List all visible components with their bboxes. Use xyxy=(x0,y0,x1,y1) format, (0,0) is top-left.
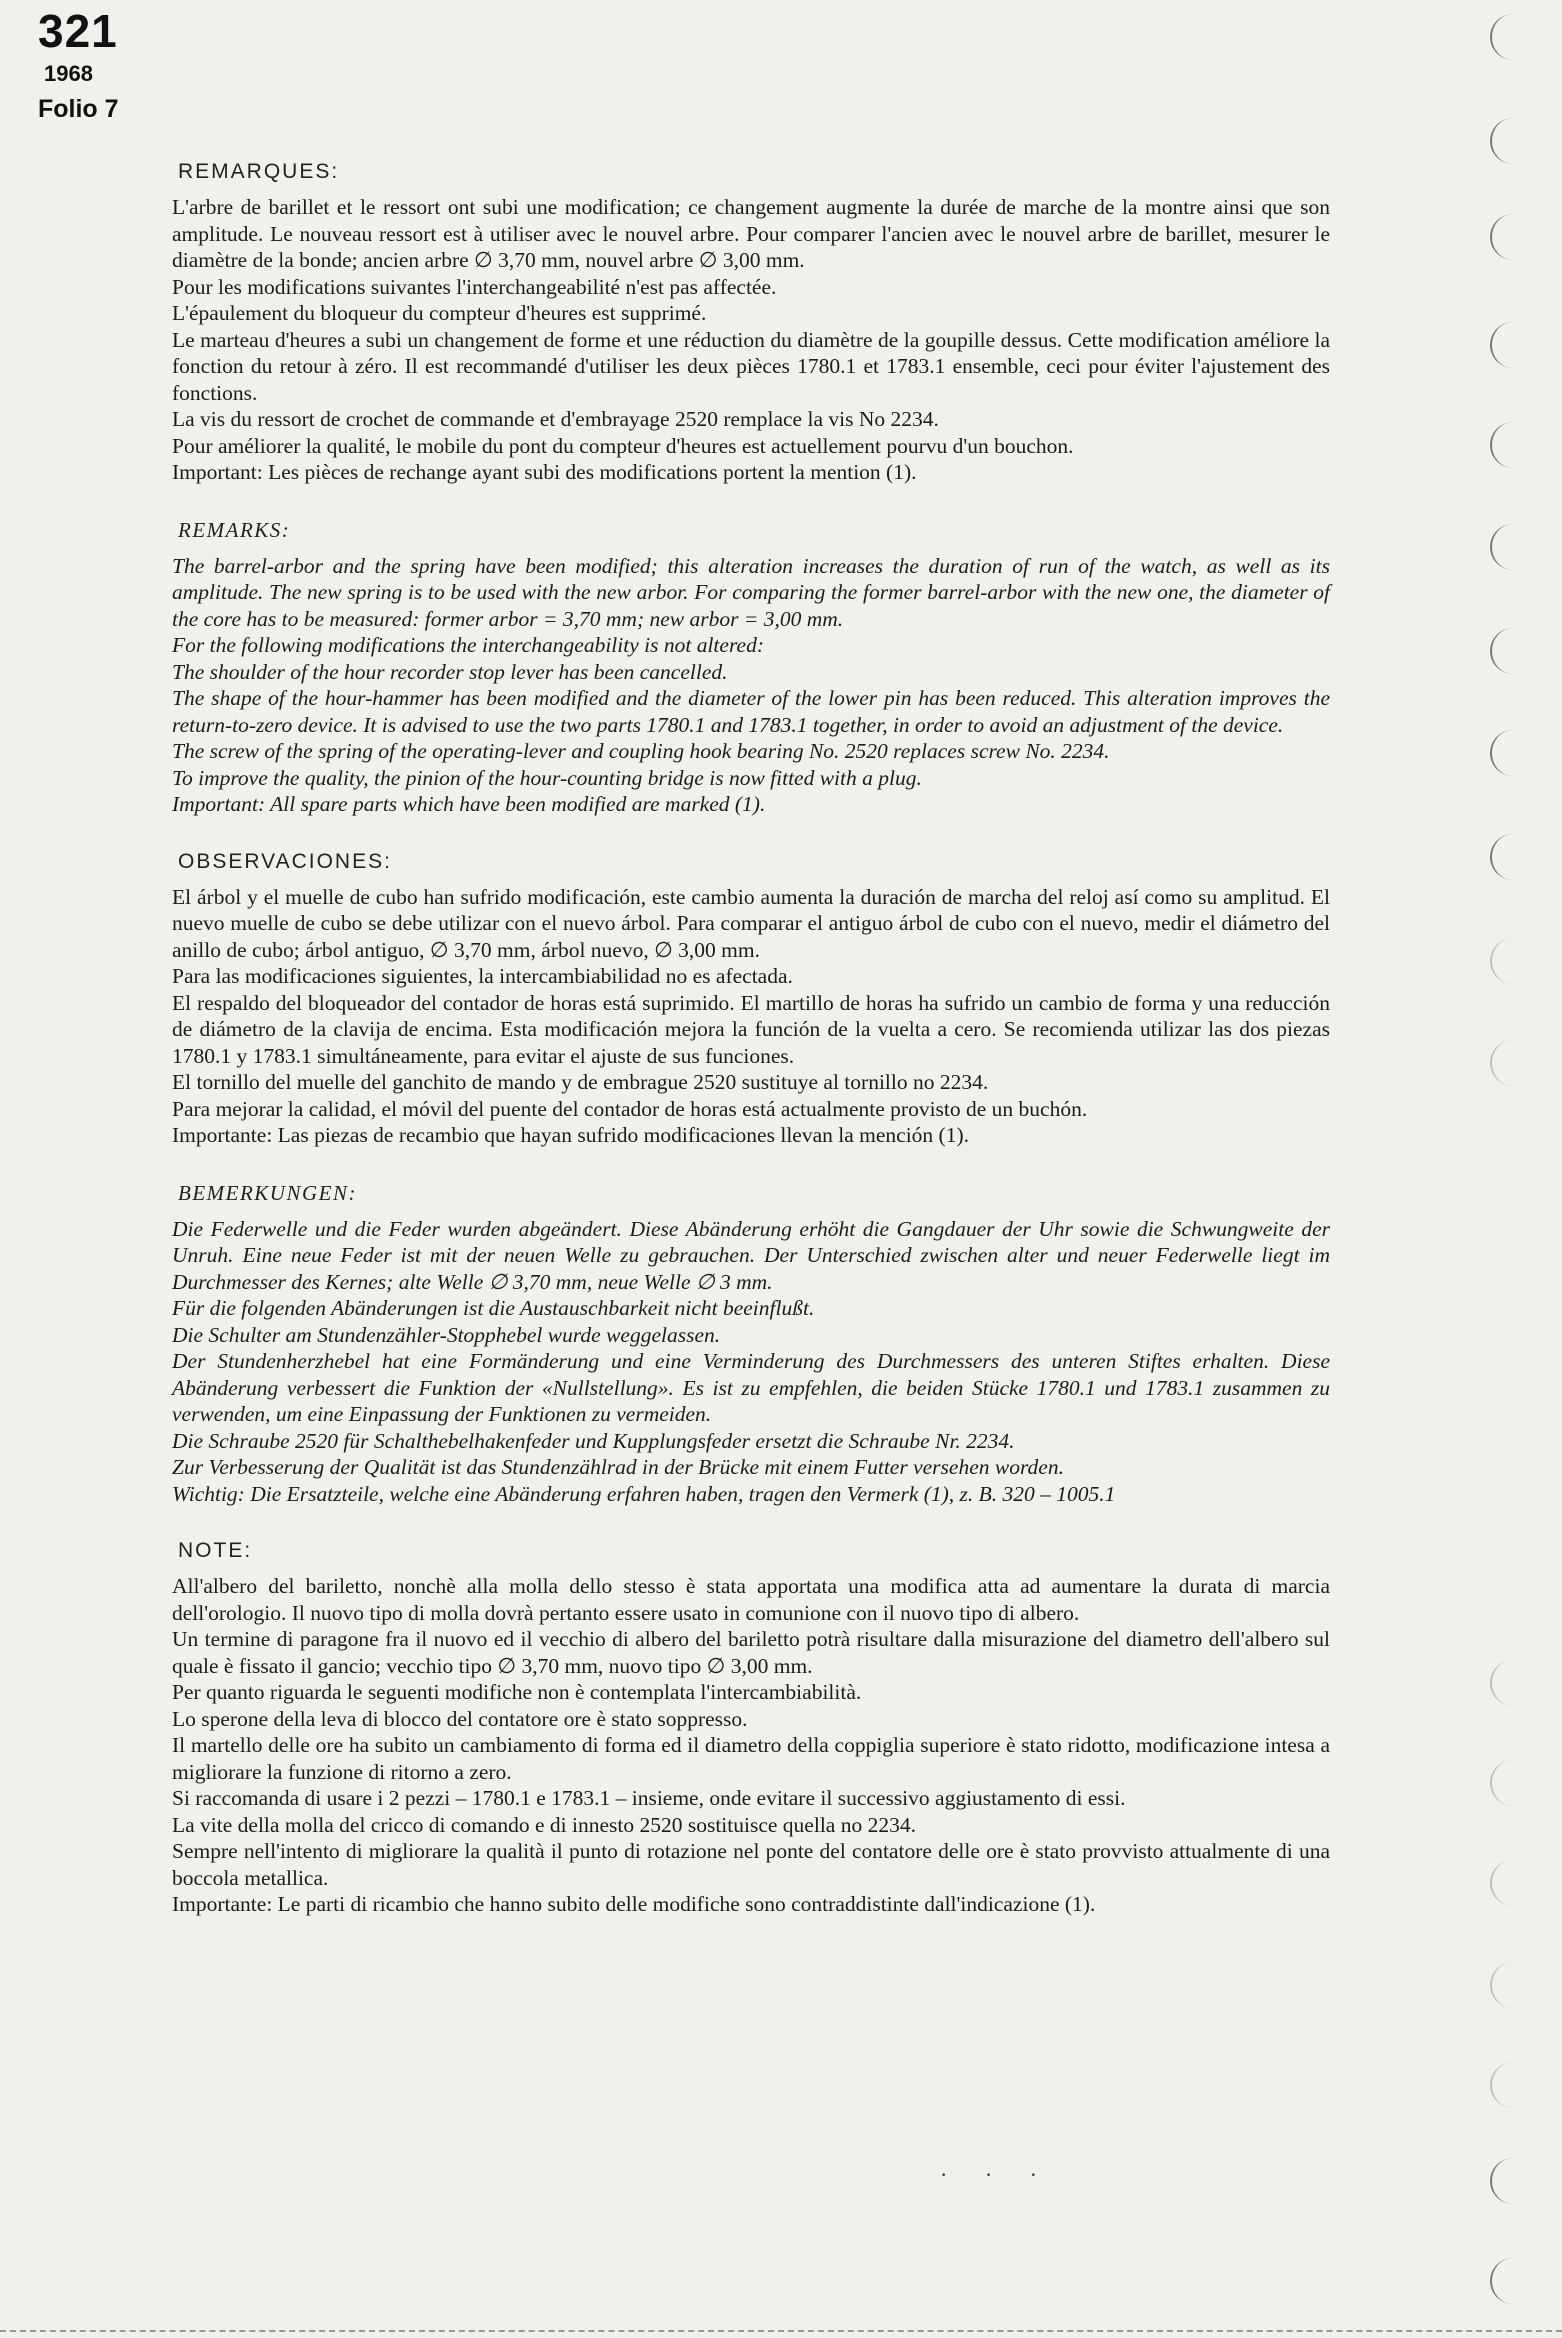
paragraph: Para mejorar la calidad, el móvil del puente del contador de horas está actualmente provisto de un buchón. xyxy=(172,1096,1088,1121)
paragraph: All'albero del bariletto, nonchè alla molla dello stesso è stata apportata una modifica atta ad aumentare la durata di marcia dell'orologio. Il nuovo tipo di molla dovrà pertanto essere usato in comunione con il nuovo tipo di albero. xyxy=(172,1574,1330,1625)
paragraph: La vis du ressort de crochet de commande et d'embrayage 2520 remplace la vis No 2234. xyxy=(172,407,939,431)
binder-hole-icon xyxy=(1490,422,1518,468)
paragraph: The shoulder of the hour recorder stop lever has been cancelled. xyxy=(172,659,728,684)
binder-hole-icon xyxy=(1490,1660,1518,1706)
paragraph: Zur Verbesserung der Qualität ist das Stundenzählrad in der Brücke mit einem Futter versehen worden. xyxy=(172,1455,1064,1479)
paragraph: Para las modificaciones siguientes, la intercambiabilidad no es afectada. xyxy=(172,964,793,988)
binder-hole-icon xyxy=(1490,1962,1518,2008)
paragraph: Pour améliorer la qualité, le mobile du pont du compteur d'heures est actuellement pourvu d'un bouchon. xyxy=(172,433,1074,458)
paragraph: Pour les modifications suivantes l'interchangeabilité n'est pas affectée. xyxy=(172,274,777,299)
binder-hole-icon xyxy=(1490,214,1518,260)
page-number: 321 xyxy=(38,5,118,57)
paragraph: L'épaulement du bloqueur du compteur d'heures est supprimé. xyxy=(172,301,707,325)
paragraph: The barrel-arbor and the spring have been modified; this alteration increases the duration of run of the watch, as well as its amplitude. The new spring is to be used with the new arbor. For comparing the former barrel-arbor with the new one, the diameter of the core has to be measured: former arbor = 3,70 mm; new arbor = 3,00 mm. xyxy=(172,553,1330,631)
paragraph: Die Federwelle und die Feder wurden abgeändert. Diese Abänderung erhöht die Gangdauer der Uhr sowie die Schwungweite der Unruh. Eine neue Feder ist mit der neuen Welle zu gebrauchen. Der Unterschied zwischen alter und neuer Federwelle liegt im Durchmesser des Kernes; alte Welle ∅ 3,70 mm, neue Welle ∅ 3 mm. xyxy=(172,1216,1330,1294)
binder-hole-icon xyxy=(1490,322,1518,368)
paragraph: Per quanto riguarda le seguenti modifiche non è contemplata l'intercambiabilità. xyxy=(172,1680,862,1704)
section-english xyxy=(172,518,1330,818)
binder-hole-icon xyxy=(1490,730,1518,776)
section-german xyxy=(172,1181,1330,1508)
paragraph: For the following modifications the interchangeability is not altered: xyxy=(172,633,764,657)
page-header xyxy=(38,4,119,124)
section-heading: BEMERKUNGEN: xyxy=(178,1180,357,1205)
section-heading: REMARKS: xyxy=(178,517,291,542)
section-heading: REMARQUES: xyxy=(178,160,340,183)
paragraph: Wichtig: Die Ersatzteile, welche eine Abänderung erfahren haben, tragen den Vermerk (1), z. B. 320 – 1005.1 xyxy=(172,1481,1116,1506)
binder-hole-icon xyxy=(1490,938,1518,984)
binder-hole-icon xyxy=(1490,1860,1518,1906)
paragraph: Lo sperone della leva di blocco del contatore ore è stato soppresso. xyxy=(172,1706,748,1731)
binder-hole-icon xyxy=(1490,1040,1518,1086)
paragraph: Le marteau d'heures a subi un changement de forme et une réduction du diamètre de la goupille dessus. Cette modification améliore la fonction du retour à zéro. Il est recommandé d'utiliser les deux pièces 1780.1 et 1783.1 ensemble, ceci pour éviter l'ajustement des fonctions. xyxy=(172,327,1330,405)
section-heading: NOTE: xyxy=(178,1539,253,1562)
paragraph: Il martello delle ore ha subito un cambiamento di forma ed il diametro della coppiglia superiore è stato ridotto, modificazione intesa a migliorare la funzione di ritorno a zero. xyxy=(172,1733,1330,1784)
binder-hole-icon xyxy=(1490,14,1518,60)
paragraph: The screw of the spring of the operating-lever and coupling hook bearing No. 2520 replaces screw No. 2234. xyxy=(172,739,1110,763)
binder-holes xyxy=(1468,0,1528,2338)
page-bottom-edge xyxy=(0,2330,1562,2332)
folio-label: Folio 7 xyxy=(38,94,119,123)
paragraph: The shape of the hour-hammer has been modified and the diameter of the lower pin has been reduced. This alteration improves the return-to-zero device. It is advised to use the two parts 1780.1 and 1783.1 together, in order to avoid an adjustment of the device. xyxy=(172,686,1330,737)
binder-hole-icon xyxy=(1490,834,1518,880)
binder-hole-icon xyxy=(1490,1760,1518,1806)
paragraph: La vite della molla del cricco di comando e di innesto 2520 sostituisce quella no 2234. xyxy=(172,1812,916,1837)
binder-hole-icon xyxy=(1490,628,1518,674)
paragraph: L'arbre de barillet et le ressort ont subi une modification; ce changement augmente la durée de marche de la montre ainsi que son amplitude. Le nouveau ressort est à utiliser avec le nouvel arbre. Pour comparer l'ancien avec le nouvel arbre de barillet, mesurer le diamètre de la bonde; ancien arbre ∅ 3,70 mm, nouvel arbre ∅ 3,00 mm. xyxy=(172,195,1330,272)
paragraph: El tornillo del muelle del ganchito de mando y de embrague 2520 sustituye al tornillo no 2234. xyxy=(172,1070,989,1094)
year-label: 1968 xyxy=(44,61,93,87)
paragraph: Important: All spare parts which have been modified are marked (1). xyxy=(172,792,766,816)
paragraph: Die Schraube 2520 für Schalthebelhakenfeder und Kupplungsfeder ersetzt die Schraube Nr. 2234. xyxy=(172,1428,1015,1453)
stray-marks: · · · xyxy=(940,2162,1053,2187)
section-french xyxy=(172,160,1330,486)
paragraph: Si raccomanda di usare i 2 pezzi – 1780.1 e 1783.1 – insieme, onde evitare il successivo aggiustamento di essi. xyxy=(172,1786,1126,1810)
paragraph: Die Schulter am Stundenzähler-Stopphebel wurde weggelassen. xyxy=(172,1322,721,1347)
paragraph: El respaldo del bloqueador del contador de horas está suprimido. El martillo de horas ha sufrido un cambio de forma y una reducción de diámetro de la clavija de encima. Esta modificación mejora la función de la vuelta a cero. Se recomienda utilizar las dos piezas 1780.1 y 1783.1 simultáneamente, para evitar el ajuste de sus funciones. xyxy=(172,990,1330,1068)
paragraph: Für die folgenden Abänderungen ist die Austauschbarkeit nicht beeinflußt. xyxy=(172,1296,815,1320)
paragraph: To improve the quality, the pinion of the hour-counting bridge is now fitted with a plug. xyxy=(172,765,922,790)
paragraph: Important: Les pièces de rechange ayant subi des modifications portent la mention (1). xyxy=(172,460,917,484)
paragraph: Un termine di paragone fra il nuovo ed il vecchio di albero del bariletto potrà risultare dalla misurazione del diametro dell'albero sul quale è fissato il gancio; vecchio tipo ∅ 3,70 mm, nuovo tipo ∅ 3,00 mm. xyxy=(172,1627,1330,1678)
section-spanish xyxy=(172,850,1330,1149)
binder-hole-icon xyxy=(1490,2158,1518,2204)
paragraph: Importante: Las piezas de recambio que hayan sufrido modificaciones llevan la mención (1). xyxy=(172,1123,969,1147)
paragraph: Sempre nell'intento di migliorare la qualità il punto di rotazione nel ponte del contatore delle ore è stato provvisto attualmente di una boccola metallica. xyxy=(172,1839,1330,1890)
binder-hole-icon xyxy=(1490,2258,1518,2304)
section-italian xyxy=(172,1539,1330,1918)
section-heading: OBSERVACIONES: xyxy=(178,849,392,873)
document-body xyxy=(172,160,1330,1950)
binder-hole-icon xyxy=(1490,118,1518,164)
paragraph: Der Stundenherzhebel hat eine Formänderung und eine Verminderung des Durchmessers des unteren Stiftes erhalten. Diese Abänderung verbessert die Funktion der «Nullstellung». Es ist zu empfehlen, die beiden Stücke 1780.1 und 1783.1 zusammen zu verwenden, um eine Einpassung der Funktionen zu vermeiden. xyxy=(172,1349,1330,1426)
paragraph: Importante: Le parti di ricambio che hanno subito delle modifiche sono contraddistinte dall'indicazione (1). xyxy=(172,1892,1096,1916)
binder-hole-icon xyxy=(1490,2062,1518,2108)
binder-hole-icon xyxy=(1490,524,1518,570)
paragraph: El árbol y el muelle de cubo han sufrido modificación, este cambio aumenta la duración de marcha del reloj así como su amplitud. El nuevo muelle de cubo se debe utilizar con el nuevo árbol. Para comparar el antiguo árbol de cubo con el nuevo, medir el diámetro del anillo de cubo; árbol antiguo, ∅ 3,70 mm, árbol nuevo, ∅ 3,00 mm. xyxy=(172,884,1330,962)
